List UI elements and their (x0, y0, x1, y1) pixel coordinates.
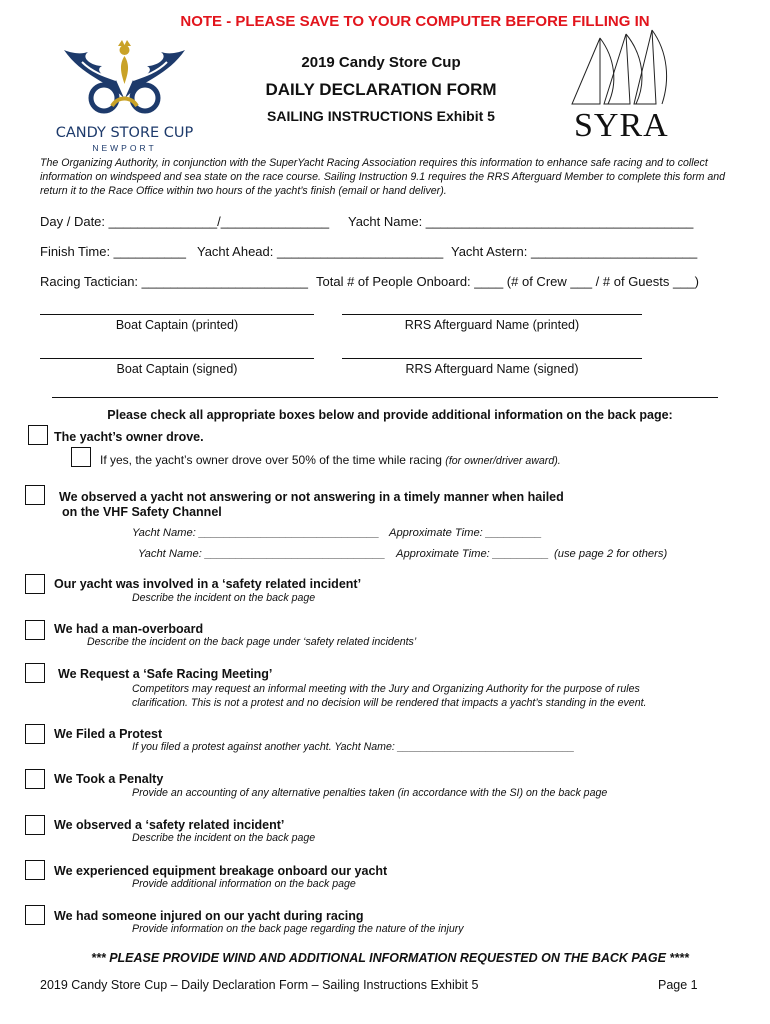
vhf-heading-line2: on the VHF Safety Channel (62, 505, 222, 519)
owner-drove-heading: The yacht’s owner drove. (54, 430, 204, 444)
safe-racing-meeting-checkbox[interactable] (25, 663, 45, 683)
captain-printed-label: Boat Captain (printed) (115, 318, 239, 332)
sailboats-icon (560, 28, 680, 110)
event-title: 2019 Candy Store Cup (301, 54, 461, 71)
filed-protest-desc[interactable]: If you filed a protest against another yacht. Yacht Name: ______________________________ (132, 741, 575, 753)
owner-drove-50-text (100, 453, 561, 467)
injury-heading: We had someone injured on our yacht during racing (54, 909, 364, 923)
vhf-time-1[interactable]: Approximate Time: _________ (389, 527, 542, 539)
man-overboard-desc: Describe the incident on the back page under ‘safety related incidents’ (87, 636, 417, 648)
owner-driver-award-note: (for owner/driver award). (445, 455, 561, 467)
captain-signed-line[interactable] (40, 358, 314, 359)
equipment-breakage-desc: Provide additional information on the back page (132, 878, 356, 890)
safety-incident-heading: Our yacht was involved in a ‘safety related incident’ (54, 577, 362, 591)
took-penalty-desc: Provide an accounting of any alternative penalties taken (in accordance with the SI) on the back page (132, 787, 608, 799)
form-title: DAILY DECLARATION FORM (265, 80, 497, 99)
captain-signed-label: Boat Captain (signed) (116, 362, 238, 376)
injury-checkbox[interactable] (25, 905, 45, 925)
equipment-breakage-checkbox[interactable] (25, 860, 45, 880)
vhf-heading-line1: We observed a yacht not answering or not answering in a timely manner when hailed (59, 490, 564, 504)
yacht-name-field[interactable]: Yacht Name: _____________________________________ (348, 214, 694, 229)
vhf-checkbox[interactable] (25, 485, 45, 505)
vhf-time-2[interactable]: Approximate Time: _________ (396, 548, 549, 560)
check-instructions: Please check all appropriate boxes below and provide additional information on the back page: (107, 408, 673, 422)
filed-protest-checkbox[interactable] (25, 724, 45, 744)
afterguard-signed-line[interactable] (342, 358, 642, 359)
afterguard-printed-label: RRS Afterguard Name (printed) (404, 318, 580, 332)
winged-mermaid-emblem-icon (52, 36, 197, 118)
owner-drove-50-checkbox[interactable] (71, 447, 91, 467)
observed-incident-heading: We observed a ‘safety related incident’ (54, 818, 285, 832)
observed-incident-checkbox[interactable] (25, 815, 45, 835)
safe-racing-meeting-heading: We Request a ‘Safe Racing Meeting’ (58, 667, 273, 681)
finish-time-field[interactable]: Finish Time: __________ (40, 244, 186, 259)
took-penalty-heading: We Took a Penalty (54, 772, 164, 786)
injury-desc: Provide information on the back page regarding the nature of the injury (132, 923, 464, 935)
back-page-note: *** PLEASE PROVIDE WIND AND ADDITIONAL INFORMATION REQUESTED ON THE BACK PAGE **** (91, 951, 689, 965)
filed-protest-heading: We Filed a Protest (54, 727, 163, 741)
save-note: NOTE - PLEASE SAVE TO YOUR COMPUTER BEFORE FILLING IN (180, 13, 650, 30)
equipment-breakage-heading: We experienced equipment breakage onboard our yacht (54, 864, 388, 878)
people-onboard-field[interactable]: Total # of People Onboard: ____ (# of Crew ___ / # of Guests ___) (316, 274, 700, 289)
owner-drove-checkbox[interactable] (28, 425, 48, 445)
intro-paragraph: The Organizing Authority, in conjunction with the SuperYacht Racing Association requires this information to enhance safe racing and to collect information on windspeed and sea state on the race course. Sailing Instruction 9.1 requires the RRS Afterguard Member to complete this form and return it to the Race Office within two hours of the yacht’s finish (email or hand deliver). (40, 157, 726, 197)
observed-incident-desc: Describe the incident on the back page (132, 832, 316, 844)
safe-racing-meeting-desc: Competitors may request an informal meeting with the Jury and Organizing Authority for the purpose of rules clarification. This is not a protest and no decision will be rendered that impacts a yacht’s standing in the event. (132, 683, 647, 709)
syra-logo (560, 28, 680, 143)
candy-store-cup-logo (52, 36, 197, 153)
logo-subtitle: NEWPORT (92, 143, 157, 153)
afterguard-signed-label: RRS Afterguard Name (signed) (405, 362, 579, 376)
vhf-yacht-name-2[interactable]: Yacht Name: _____________________________ (138, 548, 386, 560)
racing-tactician-field[interactable]: Racing Tactician: _______________________ (40, 274, 308, 289)
page-number: Page 1 (658, 978, 698, 992)
captain-printed-line[interactable] (40, 314, 314, 315)
afterguard-printed-line[interactable] (342, 314, 642, 315)
syra-wordmark: SYRA (574, 107, 669, 144)
vhf-others-note: (use page 2 for others) (554, 548, 668, 560)
owner-drove-50-label: If yes, the yacht’s owner drove over 50% of the time while racing (100, 453, 442, 467)
man-overboard-checkbox[interactable] (25, 620, 45, 640)
form-subtitle: SAILING INSTRUCTIONS Exhibit 5 (267, 108, 495, 124)
yacht-ahead-field[interactable]: Yacht Ahead: _______________________ (197, 244, 444, 259)
took-penalty-checkbox[interactable] (25, 769, 45, 789)
section-divider (52, 397, 718, 398)
day-date-field[interactable]: Day / Date: _______________/_______________ (40, 214, 330, 229)
vhf-yacht-name-1[interactable]: Yacht Name: _____________________________ (132, 527, 380, 539)
safety-incident-desc: Describe the incident on the back page (132, 592, 316, 604)
safety-incident-checkbox[interactable] (25, 574, 45, 594)
footer-text: 2019 Candy Store Cup – Daily Declaration Form – Sailing Instructions Exhibit 5 (40, 978, 479, 992)
logo-title: CANDY STORE CUP (55, 125, 194, 141)
yacht-astern-field[interactable]: Yacht Astern: _______________________ (451, 244, 698, 259)
man-overboard-heading: We had a man-overboard (54, 622, 204, 636)
